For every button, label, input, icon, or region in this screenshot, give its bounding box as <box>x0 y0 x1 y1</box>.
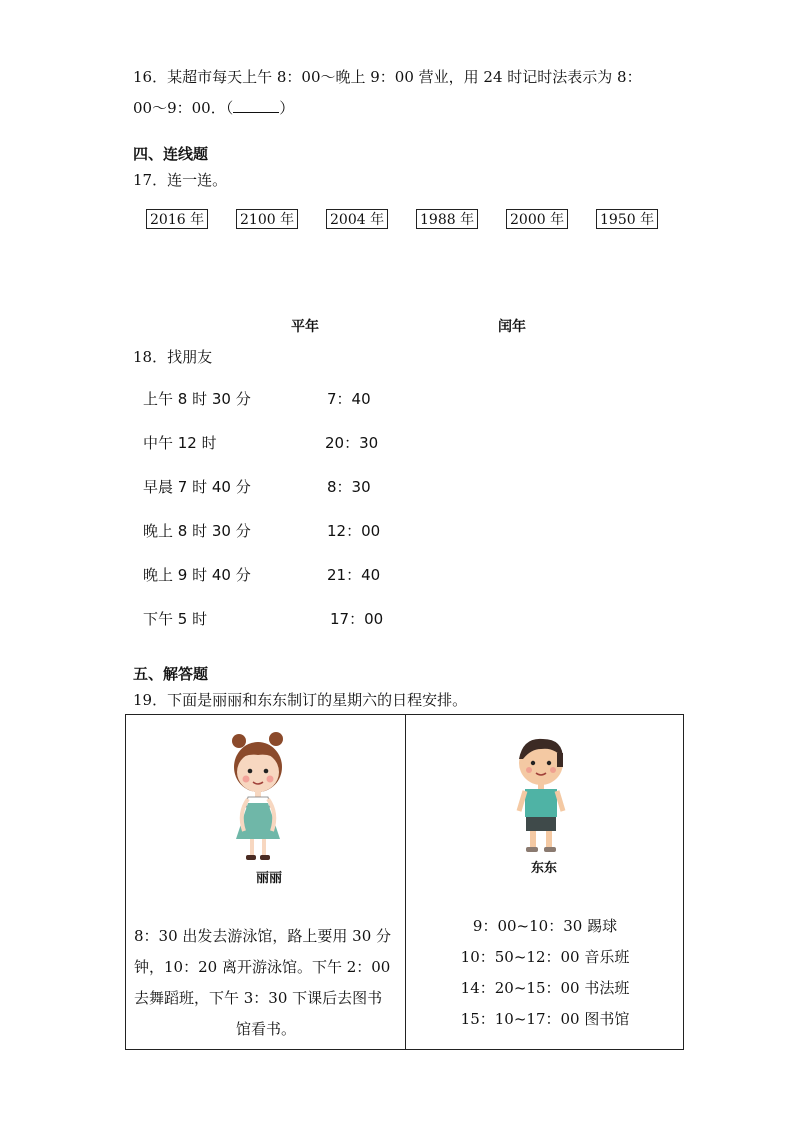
lili-line: 钟，10：20 离开游泳馆。下午 2：00 <box>134 958 391 976</box>
q18-left-item[interactable]: 下午 5 时 <box>143 610 208 628</box>
q18-right-item[interactable]: 8：30 <box>327 478 371 496</box>
lili-line: 去舞蹈班，下午 3：30 下课后去图书 <box>134 989 383 1007</box>
dongdong-name-label: 东东 <box>531 861 558 876</box>
dongdong-schedule-item: 14：20~15：00 书法班 <box>460 979 630 997</box>
dongdong-schedule <box>412 911 678 1035</box>
q18-prompt: 18．找朋友 <box>133 348 213 366</box>
q18-right-item[interactable]: 7：40 <box>327 390 371 408</box>
q18-left-item[interactable]: 晚上 9 时 40 分 <box>143 566 251 584</box>
table-divider <box>405 715 406 1049</box>
year-box-1988[interactable]: 1988 年 <box>416 209 478 229</box>
lili-schedule-text <box>134 921 398 1045</box>
dongdong-schedule-item: 15：10~17：00 图书馆 <box>460 1010 630 1028</box>
girl-figure-icon <box>222 727 298 867</box>
year-box-2004[interactable]: 2004 年 <box>326 209 388 229</box>
section-4-title: 四、连线题 <box>133 145 209 163</box>
q18-left-item[interactable]: 中午 12 时 <box>143 434 217 452</box>
boy-figure-icon <box>513 733 569 857</box>
lili-name-label: 丽丽 <box>256 871 283 886</box>
target-leap-year[interactable]: 闰年 <box>498 319 526 335</box>
q16-line2-text: 00～9：00．（ <box>133 99 234 117</box>
q18-right-item[interactable]: 21：40 <box>327 566 381 584</box>
q17-prompt: 17．连一连。 <box>133 171 228 189</box>
year-box-1950[interactable]: 1950 年 <box>596 209 658 229</box>
dongdong-illustration <box>513 733 569 861</box>
schedule-table <box>125 714 684 1050</box>
q18-left-item[interactable]: 早晨 7 时 40 分 <box>143 478 251 496</box>
q18-left-item[interactable]: 上午 8 时 30 分 <box>143 390 251 408</box>
target-common-year[interactable]: 平年 <box>291 319 319 335</box>
q18-left-item[interactable]: 晚上 8 时 30 分 <box>143 522 251 540</box>
q18-right-item[interactable]: 17：00 <box>330 610 384 628</box>
year-box-2100[interactable]: 2100 年 <box>236 209 298 229</box>
q19-prompt: 19．下面是丽丽和东东制订的星期六的日程安排。 <box>133 691 468 709</box>
q16-line2 <box>133 98 294 118</box>
section-5-title: 五、解答题 <box>133 665 209 683</box>
year-box-2000[interactable]: 2000 年 <box>506 209 568 229</box>
dongdong-schedule-item: 10：50~12：00 音乐班 <box>460 948 630 966</box>
q16-line2-end: ） <box>279 99 295 117</box>
year-box-2016[interactable]: 2016 年 <box>146 209 208 229</box>
q18-right-item[interactable]: 12：00 <box>327 522 381 540</box>
lili-line: 8：30 出发去游泳馆，路上要用 30 分 <box>134 927 392 945</box>
q16-answer-blank[interactable] <box>233 98 279 113</box>
lili-line: 馆看书。 <box>235 1020 296 1038</box>
q18-right-item[interactable]: 20：30 <box>325 434 379 452</box>
q16-line1: 16．某超市每天上午 8：00～晚上 9：00 营业，用 24 时记时法表示为 8： <box>133 68 642 86</box>
lili-illustration <box>222 727 298 871</box>
dongdong-schedule-item: 9：00~10：30 踢球 <box>472 917 618 935</box>
